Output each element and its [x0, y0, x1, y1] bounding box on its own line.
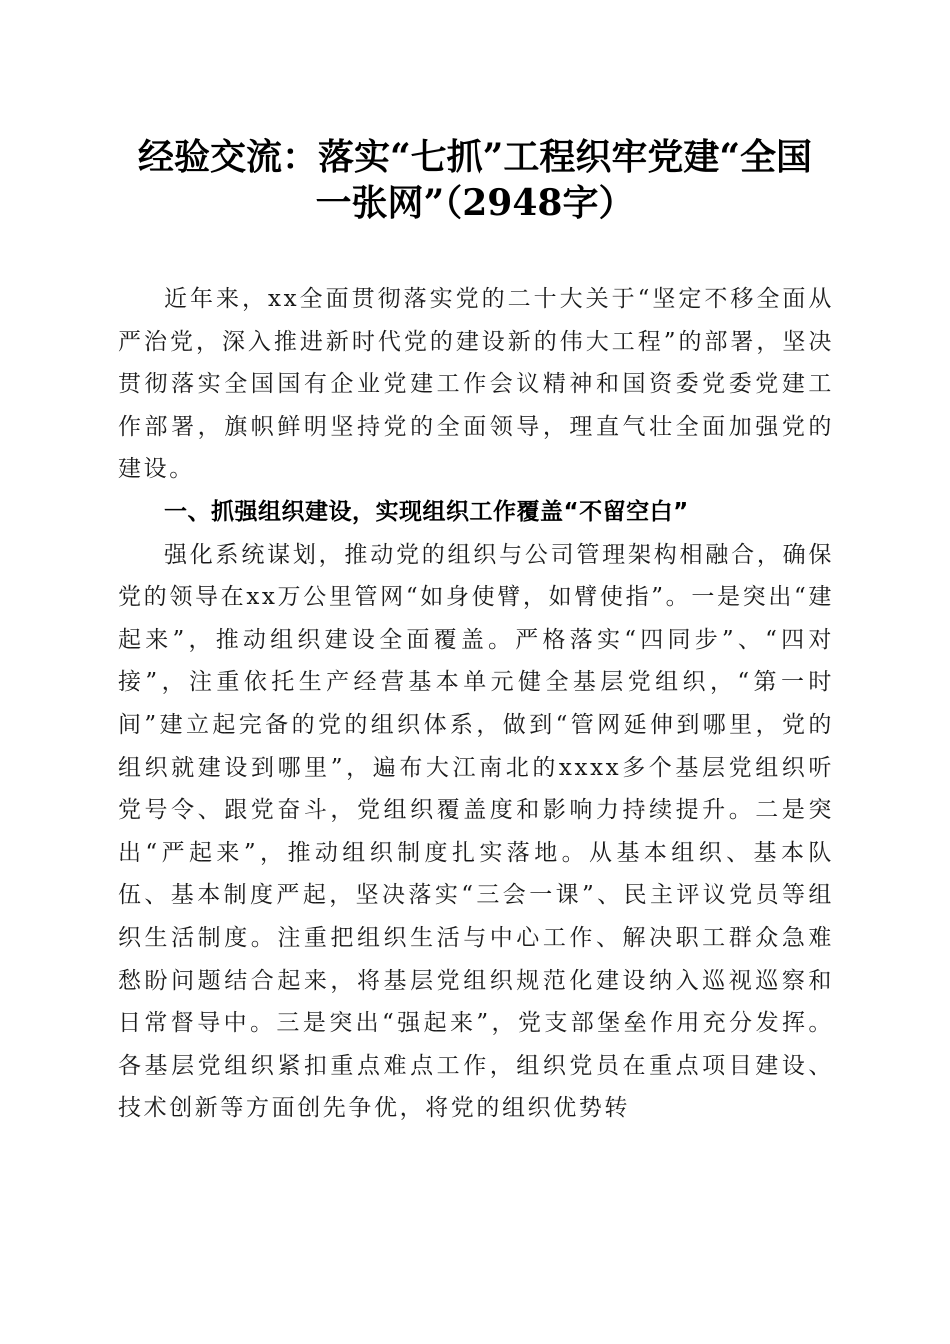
section-1-heading: 一、抓强组织建设，实现组织工作覆盖“不留空白” [164, 498, 689, 525]
title-line-1: 经验交流：落实“七抓”工程织牢党建“全国 [137, 136, 813, 178]
document-body [118, 278, 834, 1130]
title-line-2: 一张网”（2948字） [315, 182, 635, 224]
section-1-paragraph: 强化系统谋划，推动党的组织与公司管理架构相融合，确保党的领导在xx万公里管网“如身使臂，如臂使指”。一是突出“建起来”，推动组织建设全面覆盖。严格落实“四同步”、“四对接”，注重依托生产经营基本单元健全基层党组织，“第一时间”建立起完备的党的组织体系，做到“管网延伸到哪里，党的组织就建设到哪里”，遍布大江南北的xxxx多个基层党组织听党号令、跟党奋斗，党组织覆盖度和影响力持续提升。二是突出“严起来”，推动组织制度扎实落地。从基本组织、基本队伍、基本制度严起，坚决落实“三会一课”、民主评议党员等组织生活制度。注重把组织生活与中心工作、解决职工群众急难愁盼问题结合起来，将基层党组织规范化建设纳入巡视巡察和日常督导中。三是突出“强起来”，党支部堡垒作用充分发挥。各基层党组织紧扣重点难点工作，组织党员在重点项目建设、技术创新等方面创先争优，将党的组织优势转 [118, 541, 834, 1122]
intro-paragraph: 近年来，xx全面贯彻落实党的二十大关于“坚定不移全面从严治党，深入推进新时代党的建设新的伟大工程”的部署，坚决贯彻落实全国国有企业党建工作会议精神和国资委党委党建工作部署，旗帜鲜明坚持党的全面领导，理直气壮全面加强党的建设。 [118, 286, 834, 483]
document-title [110, 134, 840, 226]
